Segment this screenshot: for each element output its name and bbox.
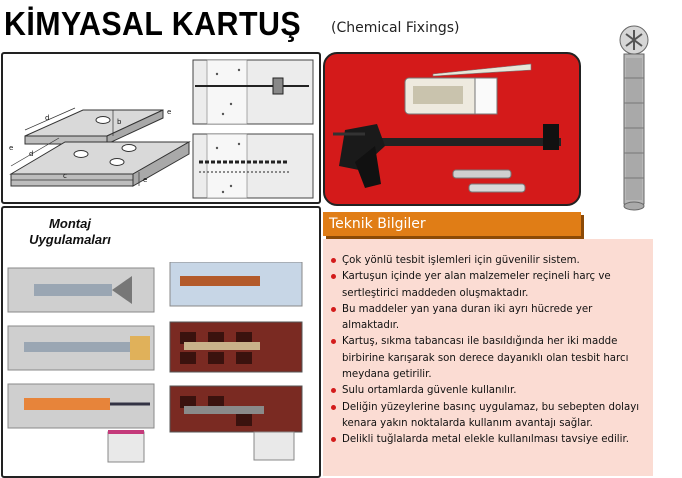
list-item: Kartuş, sıkma tabancası ile basıldığında her iki madde birbirine karışarak son derece dayanıklı olan tesbit harcı meydana getirilir. [331, 334, 647, 383]
page-subtitle: (Chemical Fixings) [331, 20, 460, 36]
list-item: Kartuşun içinde yer alan malzemeler reçineli harç ve sertleştirici maddeden oluşmaktadır. [331, 269, 647, 302]
list-item: Deliğin yüzeylerine basınç uygulamaz, bu sebepten dolayı kenara yakın noktalarda kullanım avantajı sağlar. [331, 400, 647, 433]
montaj-title-line2: Uygulamaları [29, 232, 111, 247]
technical-info-heading: Teknik Bilgiler [323, 212, 581, 236]
hole-spacing-diagram [3, 54, 319, 202]
list-item: Bu maddeler yan yana duran iki ayrı hücrede yer almaktadır. [331, 302, 647, 335]
metal-mesh-sleeve-image [604, 18, 664, 218]
dim-label-5: e [9, 144, 14, 152]
dim-label-7: c [63, 172, 67, 180]
cartridge-gun-illustration [325, 54, 579, 204]
page-title: KİMYASAL KARTUŞ [4, 5, 302, 42]
list-item: Sulu ortamlarda güvenle kullanılır. [331, 383, 647, 399]
dim-label-6: e [143, 176, 148, 184]
product-photo-panel [323, 52, 581, 206]
dim-label-2: b [117, 118, 122, 126]
list-item: Çok yönlü tesbit işlemleri için güvenilir sistem. [331, 253, 647, 269]
technical-info-panel [323, 239, 653, 476]
technical-info-list [323, 239, 653, 449]
montaj-steps-illustration [4, 262, 314, 472]
montaj-title [20, 216, 120, 248]
montaj-title-line1: Montaj [49, 216, 91, 231]
dim-label-3: e [167, 108, 172, 116]
technical-drawing-panel [1, 52, 321, 204]
dim-label-1: d [45, 114, 50, 122]
dim-label-4: d [29, 150, 34, 158]
list-item: Delikli tuğlalarda metal elekle kullanılması tavsiye edilir. [331, 432, 647, 448]
